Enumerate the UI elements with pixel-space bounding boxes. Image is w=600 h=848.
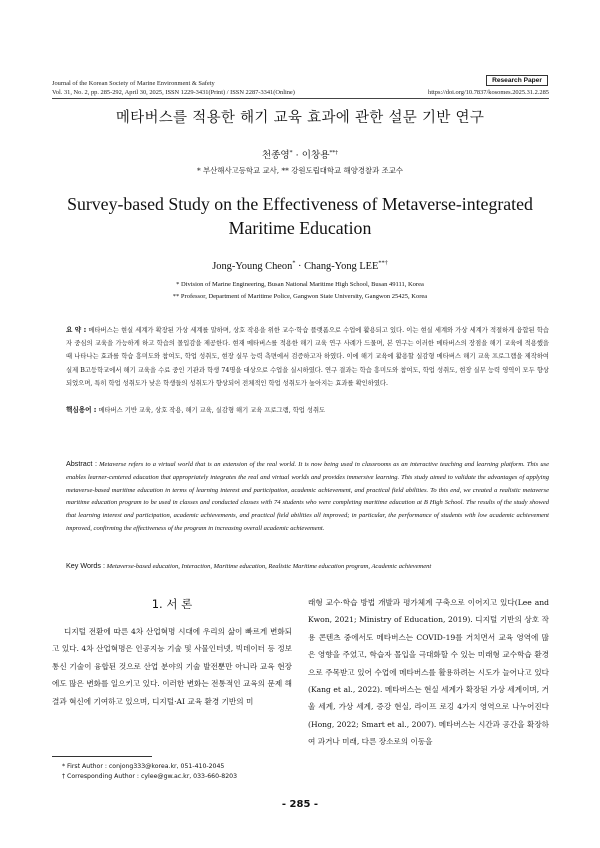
korean-authors (0, 147, 600, 161)
author-separator: · (292, 150, 302, 161)
korean-author-1: 천종영 (261, 150, 290, 161)
english-affiliation-2: ** Professor, Department of Maritime Police, Gangwon State University, Gangwon 25425, Korea (172, 293, 428, 300)
volume-info: Vol. 31, No. 2, pp. 285-292, April 30, 2025, ISSN 1229-3431(Print) / ISSN 2287-3341(Online) (52, 89, 295, 96)
footnote-rule (52, 756, 152, 757)
english-authors (0, 261, 600, 272)
english-abstract-label: Abstract : (66, 459, 97, 468)
author-2-mark: **† (329, 149, 339, 156)
english-author-2-mark: **† (378, 259, 388, 267)
english-abstract-text: Metaverse refers to a virtual world that is an extension of the real world. It is now being used in classrooms as an interactive teaching and learning platform. This use enables learner-centered education that appropriately integrates the real and virtual worlds and provides immersive learning. This study aimed to validate the advantages of applying metaverse-based maritime education in terms of learning interest and participation, academic achievement, and practical field abilities. To this end, we created a realistic metaverse maritime education program to be used in classes and conducted classes with 74 students who were completing maritime education at B High School. The results of the study showed that learning interest and participation, academic achievements, and practical field abilities all improved; in particular, the performance of students with low academic achievement improved, confirming the effectiveness of the program in increasing overall academic achievement. (66, 461, 549, 532)
footnote-corresponding-author: † Corresponding Author : cylee@gw.ac.kr, 033-660-8203 (62, 773, 238, 780)
header-rule (52, 98, 549, 99)
page-number: - 285 - (281, 799, 319, 810)
korean-keywords-label: 핵심용어 : (66, 406, 97, 414)
korean-abstract-text: 메타버스는 현실 세계가 확장된 가상 세계를 말하며, 상호 작용을 위한 교수·학습 플랫폼으로 수업에 활용되고 있다. 이는 현실 세계와 가상 세계가 적절하게 융합된 학습자 중심의 교육을 가능하게 하고 학습의 몰입감을 제공한다. 현재 메타버스를 적용한 해기 교육 연구 사례가 드물며, 본 연구는 이러한 메타버스의 장점을 해기 교육에 적용했을 때 나타나는 효과를 학습 흥미도와 참여도, 학업 성취도, 현장 실무 능력 측면에서 검증하고자 하였다. 이에 해기 교육에 활용할 실감형 메타버스 해기 교육 프로그램을 제작하여 실제 B고등학교에서 해기 교육을 수료 중인 기관과 학생 74명을 대상으로 수업을 실시하였다. 연구 결과는 학습 흥미도와 참여도, 학업 성취도, 현장 실무 능력 영역이 모두 향상되었으며, 특히 학업 성취도가 낮은 학생들의 성취도가 향상되어 전체적인 학업 성취도가 높아지는 효과를 확인하였다. (66, 327, 549, 387)
english-author-2: Chang-Yong LEE (304, 261, 379, 272)
english-abstract (66, 458, 549, 536)
english-title: Survey-based Study on the Effectiveness of Metaverse-integrated Maritime Education (67, 194, 533, 238)
korean-abstract (66, 324, 549, 390)
english-author-1-mark: * (292, 259, 296, 267)
english-author-separator: · (295, 261, 305, 272)
english-affiliation-1: * Division of Marine Engineering, Busan National Maritime High School, Busan 49111, Korea (176, 281, 424, 288)
korean-keywords-text: 메타버스 기반 교육, 상호 작용, 해기 교육, 실감형 해기 교육 프로그램, 학업 성취도 (98, 407, 326, 414)
korean-affiliation: * 부산해사고등학교 교사, ** 강원도립대학교 해양경찰과 조교수 (196, 166, 404, 175)
english-keywords (66, 561, 549, 572)
article-type-badge: Research Paper (486, 75, 548, 86)
body-right-column: 래형 교수·학습 방법 개발과 평가체계 구축으로 이어지고 있다(Lee and Kwon, 2021; Ministry of Education, 2019). 디지털 기반의 상호 작용 콘텐츠 중에서도 메타버스는 COVID-19를 거치면서 교육 영역에 많은 영향을 주었고, 학습자 몰입을 극대화할 수 있는 미래형 교수학습 환경으로 주목받고 있어 수업에 메타버스를 활용하려는 시도가 늘어나고 있다(Kang et al., 2022). 메타버스는 현실 세계가 확장된 가상 세계이며, 거울 세계, 가상 세계, 증강 현실, 라이프 로깅 4가지 영역으로 나누어진다(Hong, 2022; Smart et al., 2007). 메타버스는 시간과 공간을 확장하여 과거나 미래, 다른 장소로의 이동을 (308, 598, 549, 747)
english-keywords-text: Metaverse-based education, Interaction, Maritime education, Realistic Maritime education program, Academic achievement (106, 563, 432, 570)
korean-abstract-label: 요 약 : (66, 326, 87, 334)
journal-name: Journal of the Korean Society of Marine Environment & Safety (52, 80, 215, 87)
section-title-introduction: 1. 서 론 (151, 597, 193, 611)
english-author-1: Jong-Young Cheon (212, 261, 293, 272)
author-1-mark: * (289, 149, 293, 156)
english-keywords-label: Key Words : (66, 561, 106, 570)
korean-title: 메타버스를 적용한 해기 교육 효과에 관한 설문 기반 연구 (115, 110, 485, 126)
korean-keywords (66, 405, 549, 416)
korean-author-2: 이창용 (301, 150, 330, 161)
doi-link[interactable]: https://doi.org/10.7837/kosomes.2025.31.2.285 (428, 89, 549, 96)
footnote-first-author: * First Author : conjong333@korea.kr, 051-410-2045 (62, 763, 225, 770)
body-left-column: 디지털 전환에 따른 4차 산업혁명 시대에 우리의 삶이 빠르게 변화되고 있다. 4차 산업혁명은 인공지능 기술 및 사물인터넷, 빅데이터 등 정보통신 기술이 융합된 것으로 산업 분야의 기술 발전뿐만 아니라 교육 현장에도 많은 변화를 일으키고 있다. 이러한 변화는 전통적인 교육의 문제 해결과 혁신에 기여하고 있으며, 디지털·AI 교육 환경 기반의 미 (52, 627, 292, 706)
